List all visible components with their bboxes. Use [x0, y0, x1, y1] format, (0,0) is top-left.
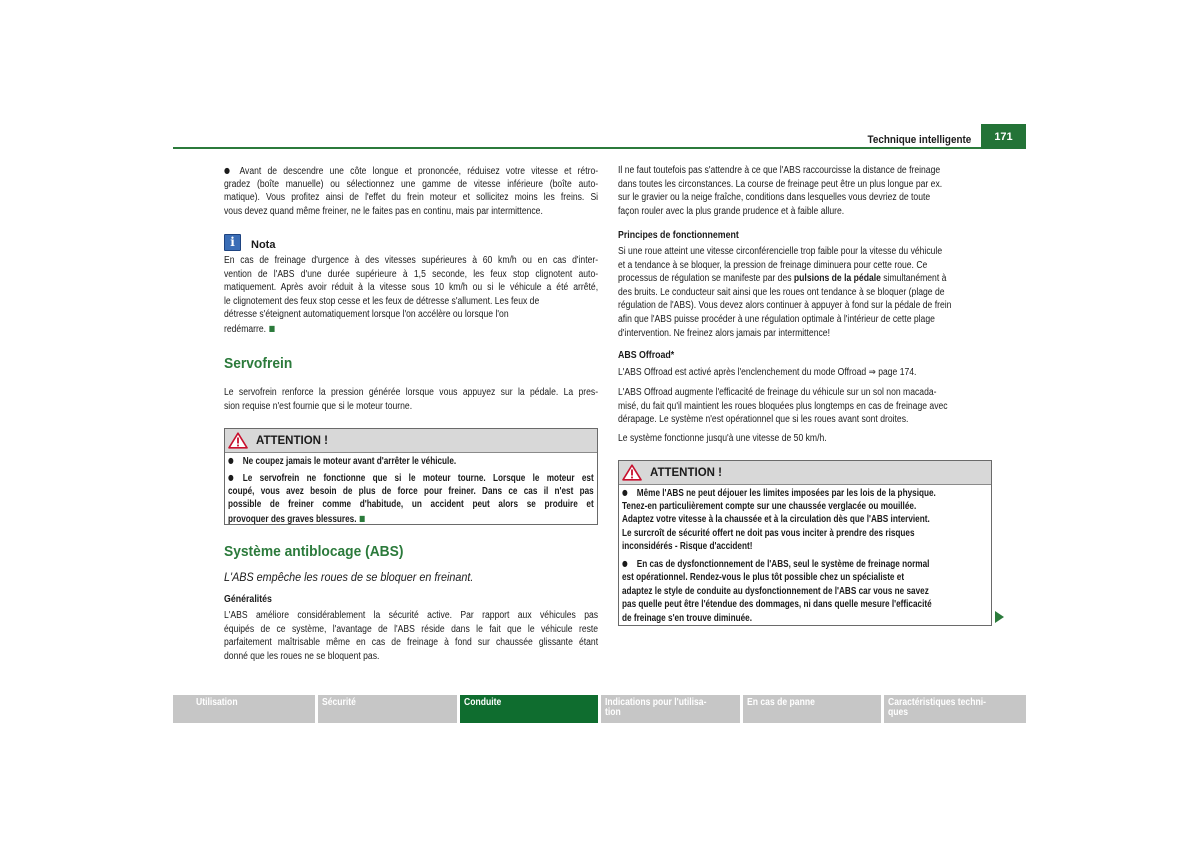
text-line	[224, 322, 598, 336]
text-line: équipés de ce système, l'avantage de l'ABS réside dans le fait que le véhicule reste	[224, 623, 599, 635]
text-line: vention de l'ABS d'une durée supérieure à 1,5 seconde, les feux stop clignotent auto-	[224, 268, 599, 280]
text-line: donné que les roues ne se bloquent pas.	[224, 650, 380, 662]
text-fragment: provoquer des graves blessures.	[228, 513, 357, 525]
continue-arrow-icon	[995, 611, 1004, 623]
nota-paragraph	[224, 254, 659, 336]
text-line: En cas de freinage d'urgence à des vitesses supérieures à 60 km/h ou en cas d'inter-	[224, 255, 599, 266]
tab-caracteristiques[interactable]	[884, 695, 1026, 723]
text-line: Tenez-en particulièrement compte sur une chaussée verglacée ou mouillée.	[622, 500, 917, 512]
text-line: Si une roue atteint une vitesse circonférencielle trop faible pour la vitesse du véhicule	[618, 246, 943, 257]
tab-label: Sécurité	[322, 697, 356, 708]
bullet: ●	[228, 472, 234, 482]
text-line	[622, 557, 988, 571]
abs-subtitle: L'ABS empêche les roues de se bloquer en freinant.	[224, 570, 474, 584]
warning-triangle-icon	[228, 432, 248, 449]
text-line: misé, du fait qu'il maintient les roues bloquées plus longtemps en cas de freinage avec	[618, 400, 948, 412]
tab-conduite[interactable]	[460, 695, 598, 723]
warning-header	[225, 429, 597, 453]
text-line: façon rouler avec la plus grande prudence et à faible allure.	[618, 205, 845, 217]
text-fragment: simultanément à	[880, 273, 947, 285]
offroad-activation	[618, 366, 1053, 380]
tab-label: ques	[888, 707, 909, 718]
text-line: dérapage. Le système n'est opérationnel que si les roues avant sont droites.	[618, 414, 909, 426]
warning-item	[228, 471, 597, 525]
text-line: vous devez quand même freiner, ne le faites pas en continu, mais par intermittence.	[224, 205, 543, 217]
text-line: inconsidérés - Risque d'accident!	[622, 541, 753, 553]
end-of-section-mark: ■	[358, 513, 366, 523]
text-line	[618, 272, 992, 286]
tab-label: tion	[605, 707, 621, 718]
subheading-abs-offroad: ABS Offroad*	[618, 350, 675, 361]
warning-item	[622, 486, 991, 554]
tab-label: Indications pour l'utilisa-	[605, 697, 707, 708]
warning-title: ATTENTION !	[256, 435, 328, 447]
text-fragment: Ne coupez jamais le moteur avant d'arrêter le véhicule.	[242, 456, 457, 467]
text-line: parfaitement maîtrisable même en cas de freinage à fond sur chaussée glissante étant	[224, 637, 599, 649]
offroad-speed	[618, 432, 1053, 446]
end-of-section-mark: ■	[268, 323, 276, 333]
text-line: dans toutes les circonstances. La course de freinage peut être un plus longue par ex.	[618, 178, 943, 190]
text-line: L'ABS Offroad augmente l'efficacité de freinage du véhicule sur un sol non macada-	[618, 387, 937, 398]
text-fragment: Le servofrein ne fonctionne que si le moteur tourne. Lorsque le moteur est	[242, 472, 594, 484]
text-line	[224, 164, 598, 178]
page-number: 171	[981, 124, 1026, 149]
text-line: Le système fonctionne jusqu'à une vitesse de 50 km/h.	[618, 433, 827, 444]
subheading-generalites: Généralités	[224, 594, 272, 605]
text-line: le clignotement des feux stop cesse et les feux de détresse s'allument. Les feux de	[224, 295, 540, 307]
text-line: d'intervention. Ne freinez alors jamais par intermittence!	[618, 327, 830, 339]
tab-label: En cas de panne	[747, 697, 815, 708]
text-line: L'ABS Offroad est activé après l'enclenchement du mode Offroad ⇒ page 174.	[618, 367, 917, 378]
text-line: des bruits. Le conducteur sait ainsi que les roues ont tendance à se bloquer (plage de	[618, 286, 945, 298]
heading-servofrein: Servofrein	[224, 355, 293, 372]
bullet: ●	[622, 488, 628, 497]
warning-item	[228, 454, 597, 468]
servofrein-paragraph	[224, 386, 659, 413]
subheading-principes: Principes de fonctionnement	[618, 230, 739, 241]
emphasis-text: pulsions de la pédale	[793, 273, 881, 285]
text-line	[622, 486, 988, 500]
offroad-paragraph	[618, 386, 1053, 427]
text-line: et a tendance à se bloquer, la pression de freinage diminuera pour cette roue. Ce	[618, 259, 928, 271]
principes-paragraph	[618, 245, 1053, 340]
warning-item	[622, 557, 991, 625]
tab-utilisation[interactable]	[173, 695, 315, 723]
tab-label: Utilisation	[196, 697, 238, 708]
intro-bullet-paragraph	[224, 164, 659, 218]
text-fragment: Même l'ABS ne peut déjouer les limites imposées par les lois de la physique.	[636, 488, 936, 499]
warning-header	[619, 461, 991, 485]
warning-box	[618, 460, 992, 626]
header-rule	[173, 147, 981, 149]
text-line: sion requise n'est fournie que si le moteur tourne.	[224, 400, 413, 412]
warning-body	[225, 453, 597, 525]
text-line	[228, 454, 594, 468]
section-title: Technique intelligente	[867, 134, 971, 146]
bullet: ●	[228, 456, 234, 465]
text-line: Il ne faut toutefois pas s'attendre à ce que l'ABS raccourcisse la distance de freinage	[618, 165, 941, 176]
text-line: adaptez le style de conduite au dysfonctionnement de l'ABS car vous ne savez	[622, 585, 929, 597]
text-line	[228, 471, 594, 485]
info-icon: i	[224, 234, 241, 251]
text-fragment: redémarre.	[224, 323, 267, 335]
tab-label: Conduite	[464, 697, 502, 708]
text-line: matique). Vous profitez ainsi de l'effet du frein moteur et sollicitez moins les freins. Si	[224, 192, 599, 204]
text-fragment: processus de régulation se manifeste par des	[618, 273, 794, 285]
text-line: détresse s'éteignent automatiquement lorsque l'on accélère ou lorsque l'on	[224, 309, 509, 321]
text-line: afin que l'ABS puisse procéder à une régulation optimale à l'intérieur de cette plage	[618, 313, 935, 325]
text-line: pas quelle peut être l'étendue des dommages, ni dans quelle mesure l'efficacité	[622, 599, 932, 611]
warning-title: ATTENTION !	[650, 467, 722, 479]
abs-paragraph	[224, 609, 659, 663]
text-line: régulation de l'ABS). Vous devez alors continuer à appuyer à fond sur la pédale de frein	[618, 300, 952, 312]
text-line: est opérationnel. Rendez-vous le plus tôt possible chez un spécialiste et	[622, 571, 905, 583]
text-line: de freinage s'en trouve diminuée.	[622, 612, 752, 624]
text-fragment: Avant de descendre une côte longue et prononcée, réduisez votre vitesse et rétro-	[239, 166, 599, 177]
text-line: Le surcroît de sécurité offert ne doit pas vous inciter à prendre des risques	[622, 527, 915, 539]
tab-en-cas-de-panne[interactable]	[743, 695, 881, 723]
bullet: ●	[224, 166, 231, 175]
heading-abs: Système antiblocage (ABS)	[224, 543, 404, 560]
text-line: possible de freiner comme d'habitude, un accident peut alors se produire et	[228, 499, 594, 511]
text-line	[228, 512, 594, 526]
bullet: ●	[622, 559, 628, 569]
tab-securite[interactable]	[318, 695, 457, 723]
text-line: L'ABS améliore considérablement la sécurité active. Par rapport aux véhicules pas	[224, 610, 599, 621]
text-fragment: En cas de dysfonctionnement de l'ABS, seul le système de freinage normal	[636, 559, 930, 571]
text-line: Le servofrein renforce la pression générée lorsque vous appuyez sur la pédale. La pres-	[224, 387, 599, 398]
text-line: gradez (boîte manuelle) ou sélectionnez une gamme de vitesse inférieure (boîte auto-	[224, 178, 599, 190]
warning-triangle-icon	[622, 464, 642, 481]
text-line: Adaptez votre vitesse à la chaussée et à la circulation dès que l'ABS intervient.	[622, 514, 930, 526]
warning-body	[619, 485, 991, 625]
tab-label: Caractéristiques techni-	[888, 697, 986, 708]
nota-title: Nota	[251, 239, 276, 251]
warning-box	[224, 428, 598, 525]
abs-limits-paragraph	[618, 164, 1053, 218]
text-line: coupé, vous avez besoin de plus de force pour freiner. Dans ce cas il n'est pas	[228, 485, 594, 497]
tab-indications[interactable]	[601, 695, 740, 723]
text-line: matiquement. Après avoir réduit à la vitesse sous 10 km/h ou si le véhicule a été arrêté,	[224, 282, 599, 294]
text-line: sur le gravier ou la neige fraîche, conditions dans lesquelles vous devriez de toute	[618, 192, 931, 204]
